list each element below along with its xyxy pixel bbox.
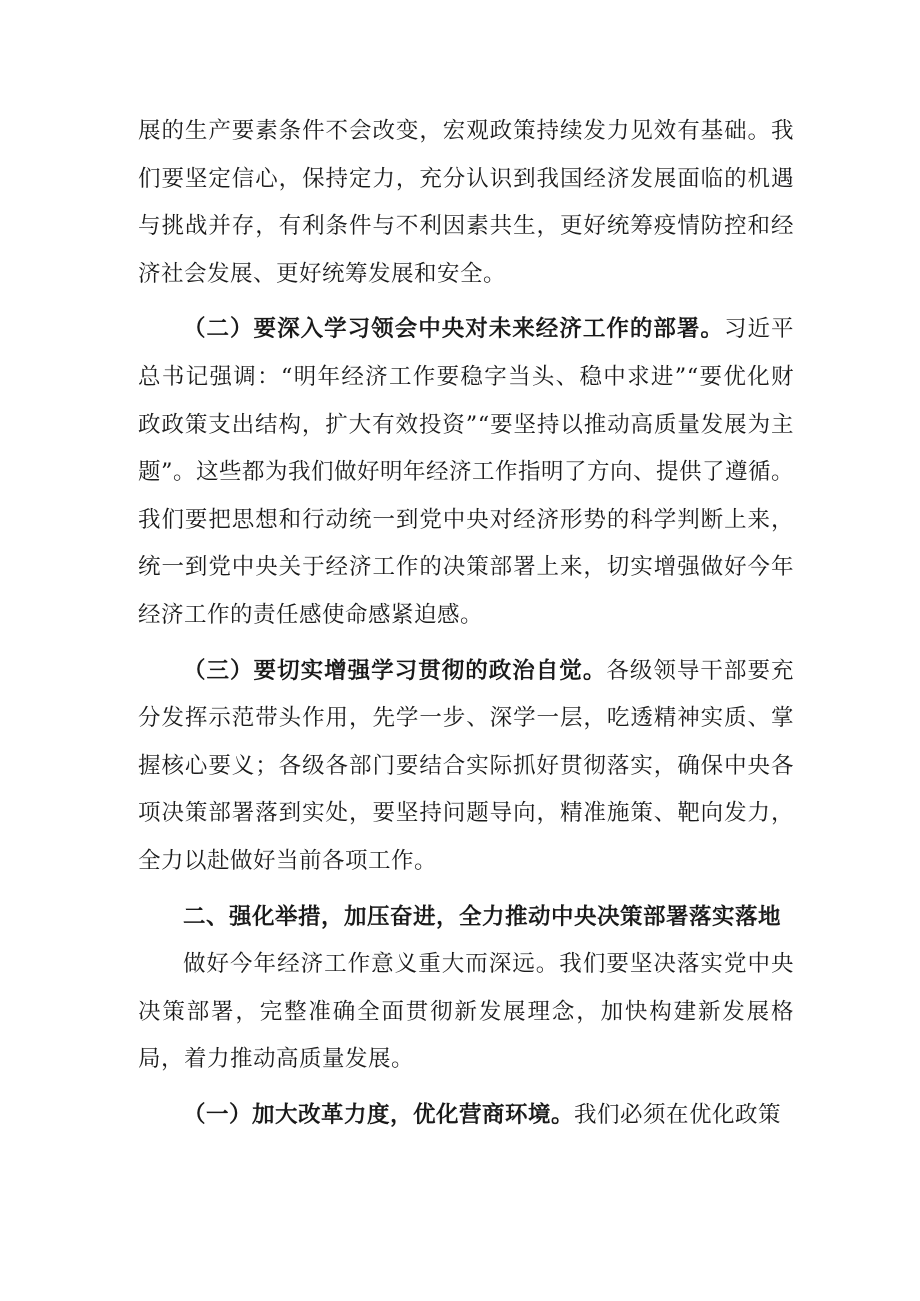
paragraph-text: 展的生产要素条件不会改变，宏观政策持续发力见效有基础。我们要坚定信心，保持定力，充分认识到我国经济发展面临的机遇与挑战并存，有利条件与不利因素共生，更好统筹疫情防控和经济社会发展、更好统筹发展和安全。 [138, 118, 794, 287]
paragraph-text: 各级领导干部要充分发挥示范带头作用，先学一步、深学一层，吃透精神实质、掌握核心要义；各级各部门要结合实际抓好贯彻落实，确保中央各项决策部署落到实处，要坚持问题导向，精准施策、靶向发力，全力以赴做好当前各项工作。 [138, 657, 794, 874]
paragraph-text: 我们必须在优化政策 [574, 1101, 782, 1128]
paragraph-continuation [138, 108, 794, 298]
section-heading-text: 二、强化举措，加压奋进，全力推动中央决策部署落实落地 [183, 903, 782, 930]
paragraph-subsection-1 [138, 1092, 794, 1140]
paragraph-lead-heading: （三）要切实增强学习贯彻的政治自觉。 [183, 657, 607, 684]
paragraph-lead-heading: （二）要深入学习领会中央对未来经济工作的部署。 [183, 316, 724, 343]
paragraph-lead-heading: （一）加大改革力度，优化营商环境。 [183, 1101, 575, 1128]
paragraph-section-3 [138, 648, 794, 886]
document-body [138, 108, 794, 1139]
paragraph-text: 习近平总书记强调：“明年经济工作要稳字当头、稳中求进”“要优化财政政策支出结构，扩大有效投资”“要坚持以推动高质量发展为主题”。这些都为我们做好明年经济工作指明了方向、提供了遵循。我们要把思想和行动统一到党中央对经济形势的科学判断上来，统一到党中央关于经济工作的决策部署上来，切实增强做好今年经济工作的责任感使命感紧迫感。 [138, 316, 795, 628]
section-heading [138, 894, 794, 942]
paragraph-section-2 [138, 306, 794, 639]
paragraph-intro [138, 941, 794, 1084]
paragraph-text: 做好今年经济工作意义重大而深远。我们要坚决落实党中央决策部署，完整准确全面贯彻新发展理念，加快构建新发展格局，着力推动高质量发展。 [138, 951, 794, 1073]
